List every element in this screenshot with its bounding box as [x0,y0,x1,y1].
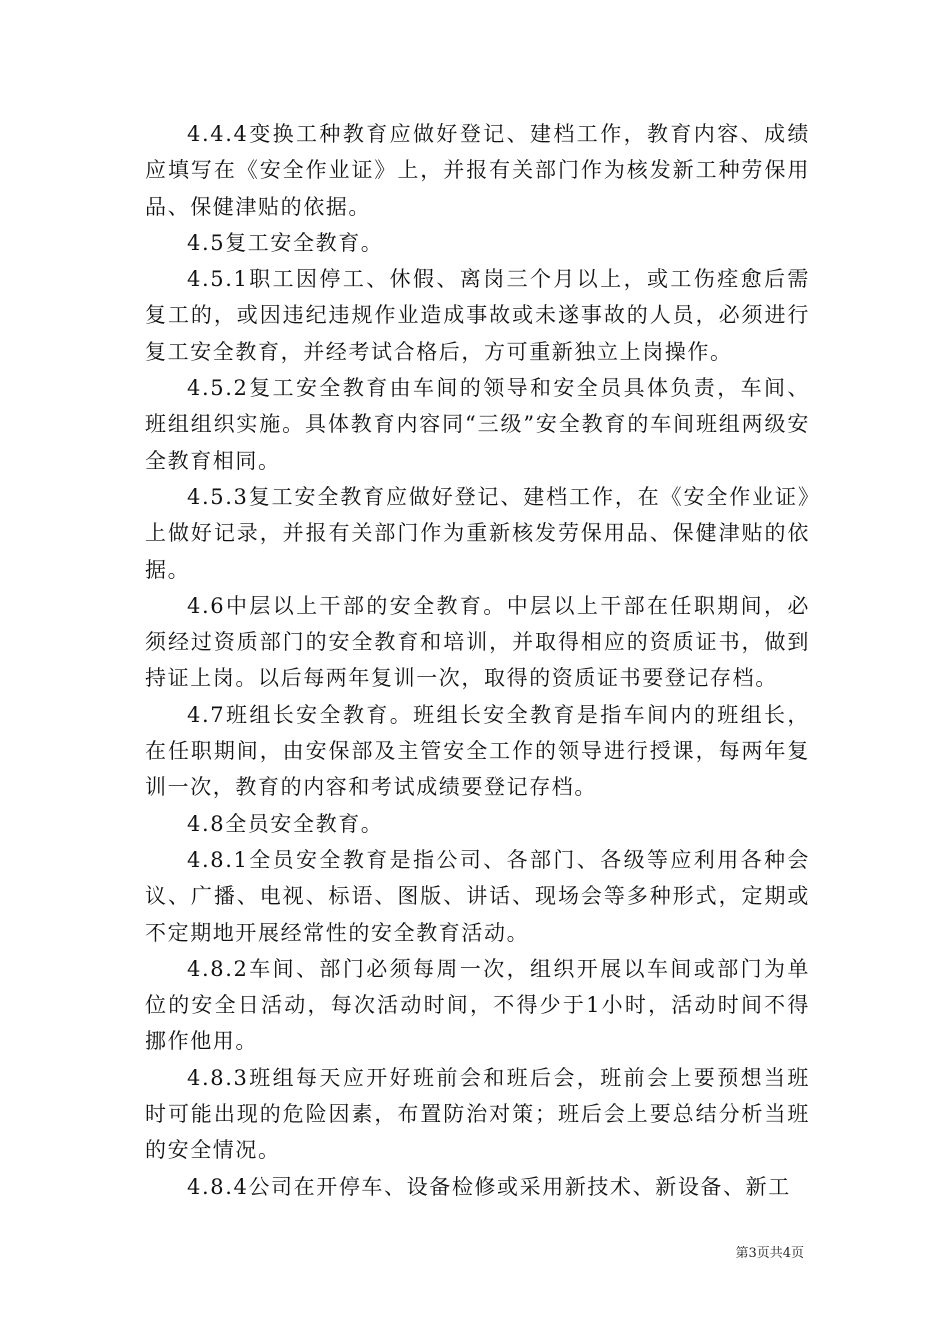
paragraph-4-6: 4.6中层以上干部的安全教育。中层以上干部在任职期间，必须经过资质部门的安全教育和培训，并取得相应的资质证书，做到持证上岗。以后每两年复训一次，取得的资质证书要登记存档。 [145,593,810,691]
paragraph-4-4-4: 4.4.4变换工种教育应做好登记、建档工作，教育内容、成绩应填写在《安全作业证》上，并报有关部门作为核发新工种劳保用品、保健津贴的依据。 [145,122,810,219]
paragraph-4-7: 4.7班组长安全教育。班组长安全教育是指车间内的班组长，在任职期间，由安保部及主管安全工作的领导进行授课，每两年复训一次，教育的内容和考试成绩要登记存档。 [145,702,810,800]
paragraph-4-8: 4.8全员安全教育。 [187,811,384,836]
paragraph-4-8-3: 4.8.3班组每天应开好班前会和班后会，班前会上要预想当班时可能出现的危险因素，布置防治对策；班后会上要总结分析当班的安全情况。 [145,1065,810,1163]
paragraph-4-8-2: 4.8.2车间、部门必须每周一次，组织开展以车间或部门为单位的安全日活动，每次活动时间，不得少于1小时，活动时间不得挪作他用。 [145,956,810,1054]
paragraph-4-8-4: 4.8.4公司在开停车、设备检修或采用新技术、新设备、新工 [187,1174,791,1199]
document-body [145,116,810,1205]
paragraph-4-5-2: 4.5.2复工安全教育由车间的领导和安全员具体负责，车间、班组组织实施。具体教育内容同“三级”安全教育的车间班组两级安全教育相同。 [145,376,810,473]
paragraph-4-5-1: 4.5.1职工因停工、休假、离岗三个月以上，或工伤痊愈后需复工的，或因违纪违规作业造成事故或未遂事故的人员，必须进行复工安全教育，并经考试合格后，方可重新独立上岗操作。 [145,267,810,364]
page-number-footer: 第3页共4页 [735,1246,804,1261]
paragraph-4-5-3: 4.5.3复工安全教育应做好登记、建档工作，在《安全作业证》上做好记录，并报有关部门作为重新核发劳保用品、保健津贴的依据。 [145,484,810,582]
paragraph-4-5: 4.5复工安全教育。 [187,230,384,255]
paragraph-4-8-1: 4.8.1全员安全教育是指公司、各部门、各级等应利用各种会议、广播、电视、标语、图版、讲话、现场会等多种形式，定期或不定期地开展经常性的安全教育活动。 [145,847,810,945]
